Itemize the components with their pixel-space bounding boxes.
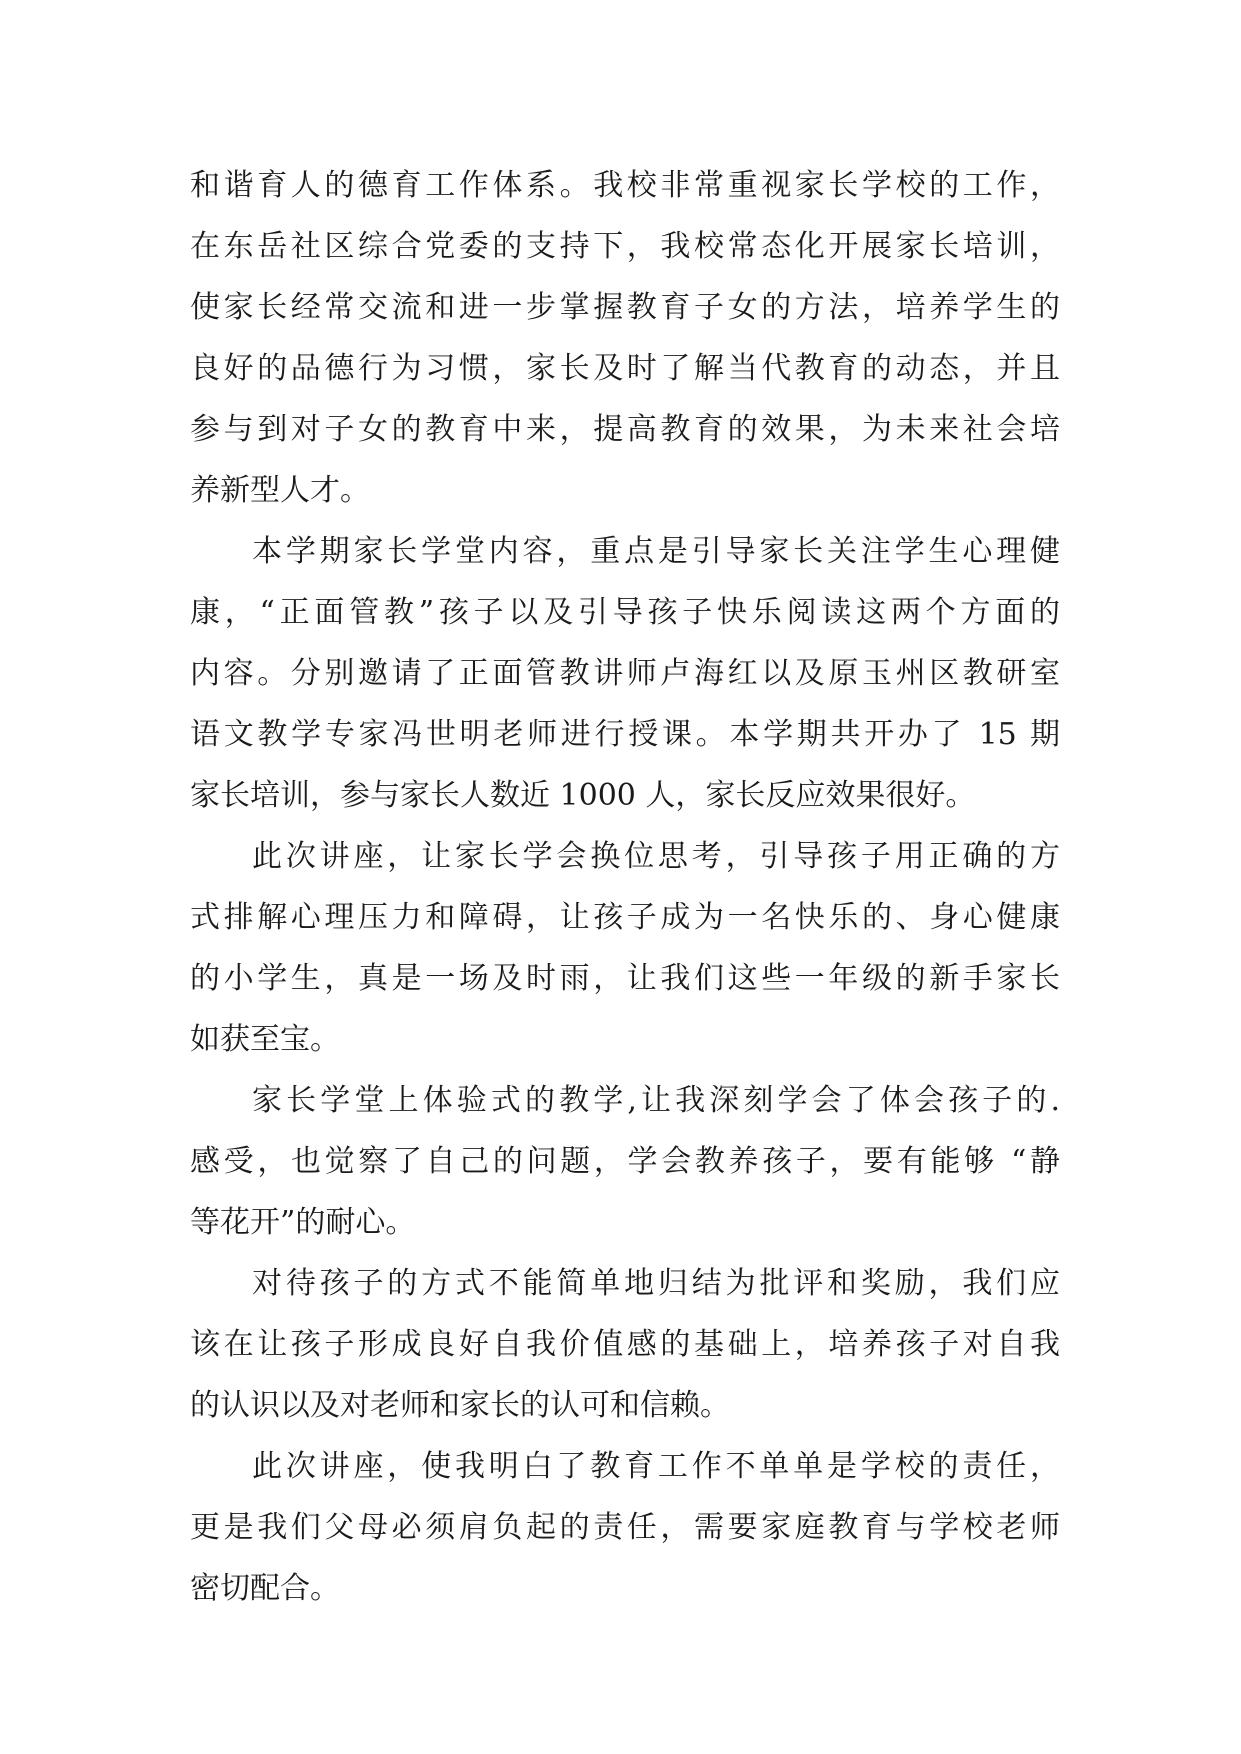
- text-line: 本学期家长学堂内容，重点是引导家长关注学生心理健: [252, 534, 1060, 569]
- text-line: 在东岳社区综合党委的支持下，我校常态化开展家长培训，: [190, 229, 1060, 264]
- paragraph: [190, 826, 1060, 1070]
- text-line: 式排解心理压力和障碍，让孩子成为一名快乐的、身心健康: [190, 900, 1060, 935]
- text-line: 内容。分别邀请了正面管教讲师卢海红以及原玉州区教研室: [190, 656, 1060, 691]
- text-line: 家长学堂上体验式的教学,让我深刻学会了体会孩子的.: [252, 1083, 1060, 1118]
- text-line: 等花开”的耐心。: [190, 1205, 416, 1240]
- text-line: 密切配合。: [190, 1571, 340, 1606]
- text-line: 养新型人才。: [190, 473, 370, 508]
- text-line: 家长培训，参与家长人数近 1000 人，家长反应效果很好。: [190, 778, 976, 813]
- paragraph: [190, 155, 1060, 521]
- text-line: 此次讲座，让家长学会换位思考，引导孩子用正确的方: [252, 839, 1060, 874]
- document-body: [190, 155, 1060, 1619]
- paragraph: [190, 521, 1060, 826]
- text-line: 康，“正面管教”孩子以及引导孩子快乐阅读这两个方面的: [190, 595, 1060, 630]
- text-line: 参与到对子女的教育中来，提高教育的效果，为未来社会培: [190, 412, 1060, 447]
- text-line: 的认识以及对老师和家长的认可和信赖。: [190, 1388, 730, 1423]
- text-line: 语文教学专家冯世明老师进行授课。本学期共开办了 15 期: [190, 717, 1060, 752]
- paragraph: [190, 1436, 1060, 1619]
- paragraph: [190, 1070, 1060, 1253]
- text-line: 此次讲座，使我明白了教育工作不单单是学校的责任，: [252, 1449, 1060, 1484]
- text-line: 良好的品德行为习惯，家长及时了解当代教育的动态，并且: [190, 351, 1060, 386]
- text-line: 更是我们父母必须肩负起的责任，需要家庭教育与学校老师: [190, 1510, 1060, 1545]
- text-line: 该在让孩子形成良好自我价值感的基础上，培养孩子对自我: [190, 1327, 1060, 1362]
- text-line: 的小学生，真是一场及时雨，让我们这些一年级的新手家长: [190, 961, 1060, 996]
- text-line: 如获至宝。: [190, 1022, 340, 1057]
- text-line: 和谐育人的德育工作体系。我校非常重视家长学校的工作，: [190, 168, 1060, 203]
- paragraph: [190, 1253, 1060, 1436]
- text-line: 对待孩子的方式不能简单地归结为批评和奖励，我们应: [252, 1266, 1060, 1301]
- text-line: 使家长经常交流和进一步掌握教育子女的方法，培养学生的: [190, 290, 1060, 325]
- text-line: 感受，也觉察了自己的问题，学会教养孩子，要有能够 “静: [190, 1144, 1060, 1179]
